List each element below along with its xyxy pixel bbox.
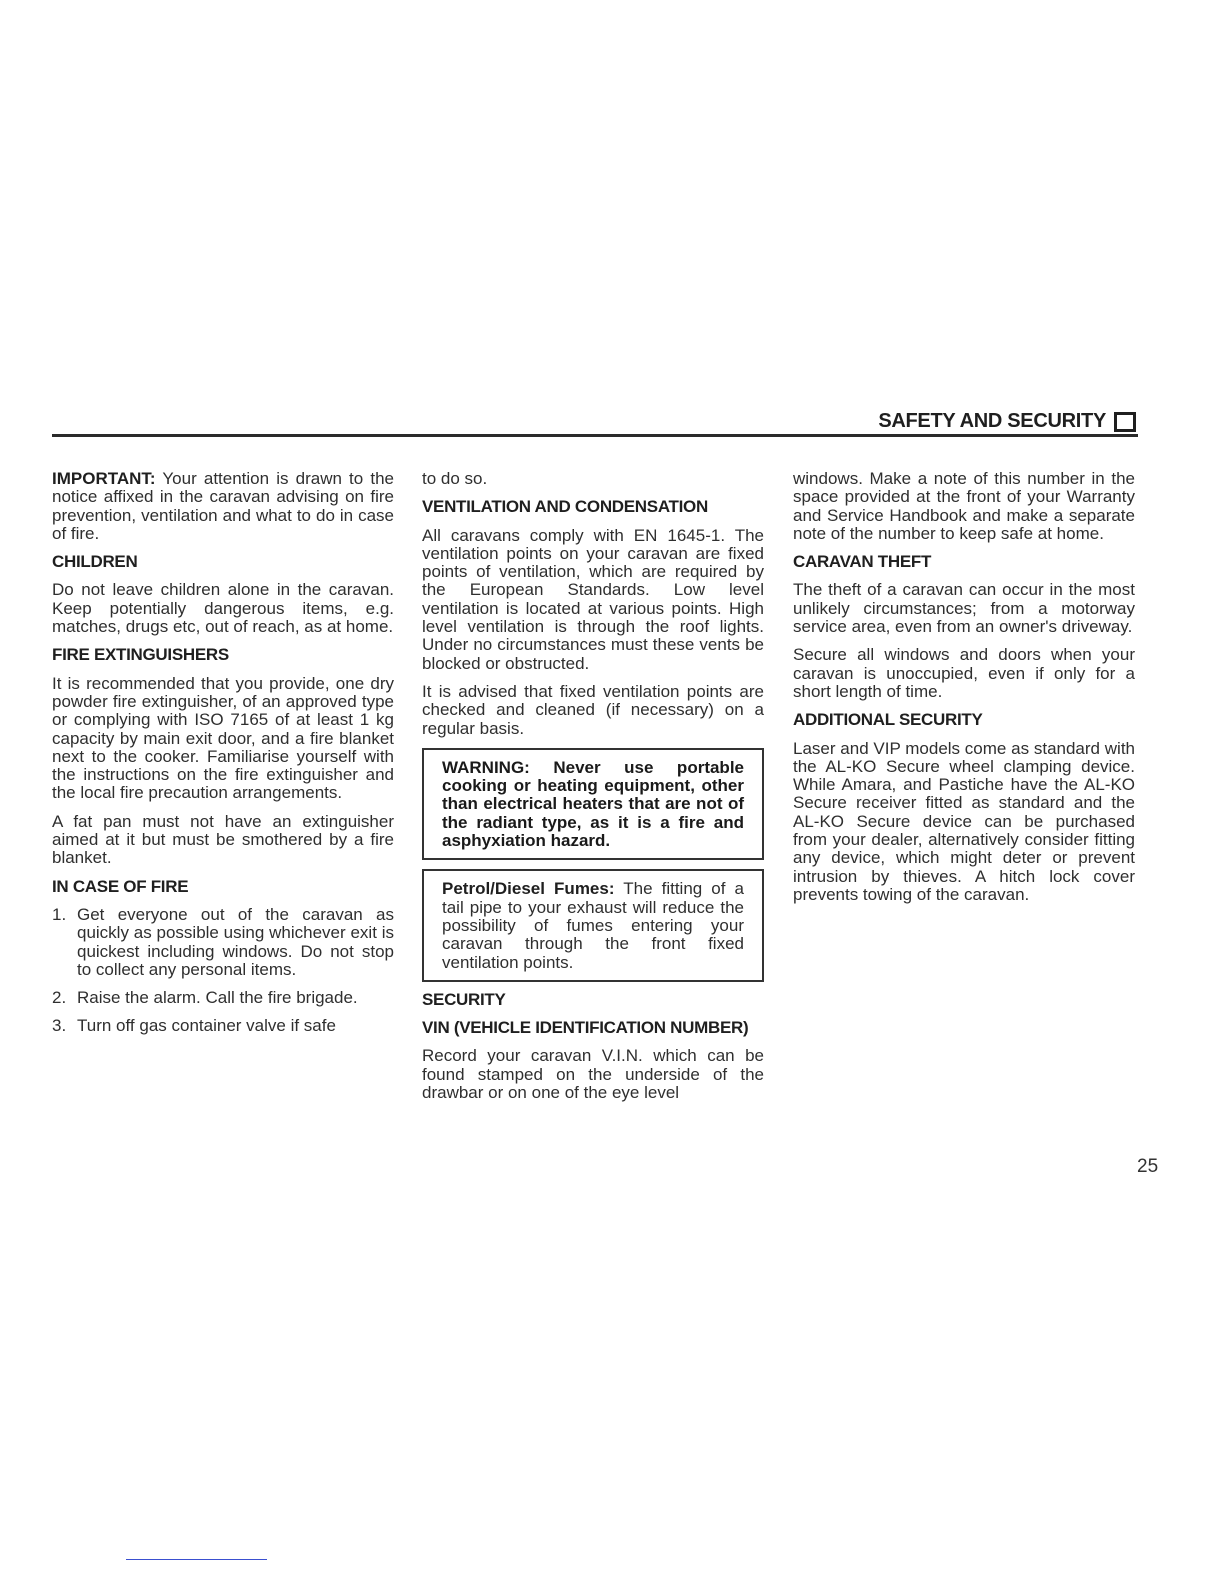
important-text: Your attention is drawn to the notice affixed in the caravan advising on fire prevention, ventilation and what to do in case of fire. (52, 469, 394, 543)
section-marker-box-icon (1114, 412, 1136, 432)
important-label: IMPORTANT: (52, 469, 156, 488)
fire-extinguishers-heading: FIRE EXTINGUISHERS (52, 645, 229, 665)
fumes-box (422, 869, 764, 981)
children-heading: CHILDREN (52, 552, 138, 572)
in-case-of-fire-heading: IN CASE OF FIRE (52, 876, 189, 896)
column-3 (793, 470, 1135, 914)
list-item (52, 989, 394, 1007)
list-item (52, 1017, 394, 1035)
section-title-text: SAFETY AND SECURITY (878, 410, 1106, 432)
fire-extinguishers-text: It is recommended that you provide, one dry powder fire extinguisher, of an approved type or complying with ISO 7165 of at least 1 kg capacity by main exit door, and a fire blanket next to the cooker. Familiarise yourself with the instructions on the fire extinguisher and the local fire precaution arrangements. (52, 673, 394, 803)
header-rule (52, 434, 1138, 437)
column-2 (422, 470, 764, 1112)
important-notice (52, 470, 394, 543)
fumes-text: The fitting of a tail pipe to your exhaust will reduce the possibility of fumes entering your caravan through the front fixed ventilation points. (442, 879, 744, 972)
list-item (52, 906, 394, 979)
ventilation-text: All caravans comply with EN 1645-1. The ventilation points on your caravan are fixed points of ventilation, which are required by the European Standards. Low level ventilation is located at various points. High level ventilation is through the roof lights. Under no circumstances must these vents be blocked or obstructed. (422, 525, 764, 673)
step-text: Turn off gas container valve if safe (77, 1016, 336, 1036)
security-heading: SECURITY (422, 989, 506, 1009)
section-title (878, 410, 1136, 433)
fire-steps-list (52, 906, 394, 1036)
warning-text: WARNING: Never use portable cooking or heating equipment, other than electrical heaters that are not of the radiant type, as it is a fire and asphyxiation hazard. (442, 757, 744, 851)
caravan-theft-text: The theft of a caravan can occur in the most unlikely circumstances; from a motorway service area, even from an owner's driveway. (793, 580, 1135, 637)
fat-pan-text: A fat pan must not have an extinguisher aimed at it but must be smothered by a fire blanket. (52, 811, 394, 868)
children-text: Do not leave children alone in the caravan. Keep potentially dangerous items, e.g. matches, drugs etc, out of reach, as at home. (52, 580, 394, 637)
additional-security-text: Laser and VIP models come as standard with the AL-KO Secure wheel clamping device. While Amara, and Pastiche have the AL-KO Secure receiver fitted as standard and the AL-KO Secure device can be purchased from your dealer, alternatively consider fitting any device, which might deter or prevent intrusion by thieves. A hitch lock cover prevents towing of the caravan. (793, 738, 1135, 904)
step-number: 2. (52, 988, 67, 1008)
step-text: Raise the alarm. Call the fire brigade. (77, 988, 358, 1008)
fumes-label: Petrol/Diesel Fumes: (442, 879, 615, 899)
ventilation-heading: VENTILATION AND CONDENSATION (422, 497, 708, 517)
continued-text: windows. Make a note of this number in the space provided at the front of your Warranty and Service Handbook and make a separate note of the number to keep safe at home. (793, 469, 1135, 543)
step-number: 1. (52, 904, 67, 924)
vin-text: Record your caravan V.I.N. which can be found stamped on the underside of the drawbar or on one of the eye level (422, 1046, 764, 1103)
footer-divider (126, 1559, 267, 1560)
caravan-theft-heading: CARAVAN THEFT (793, 552, 932, 572)
column-1 (52, 470, 394, 1046)
warning-box (422, 748, 764, 860)
ventilation-advice-text: It is advised that fixed ventilation points are checked and cleaned (if necessary) on a regular basis. (422, 681, 764, 738)
step-number: 3. (52, 1016, 67, 1036)
page-number: 25 (1137, 1156, 1159, 1177)
vin-heading: VIN (VEHICLE IDENTIFICATION NUMBER) (422, 1018, 749, 1038)
secure-windows-text: Secure all windows and doors when your caravan is unoccupied, even if only for a short length of time. (793, 645, 1135, 701)
additional-security-heading: ADDITIONAL SECURITY (793, 710, 983, 730)
continued-text: to do so. (422, 469, 488, 488)
step-text: Get everyone out of the caravan as quickly as possible using whichever exit is quickest including windows. Do not stop to collect any personal items. (77, 904, 394, 979)
